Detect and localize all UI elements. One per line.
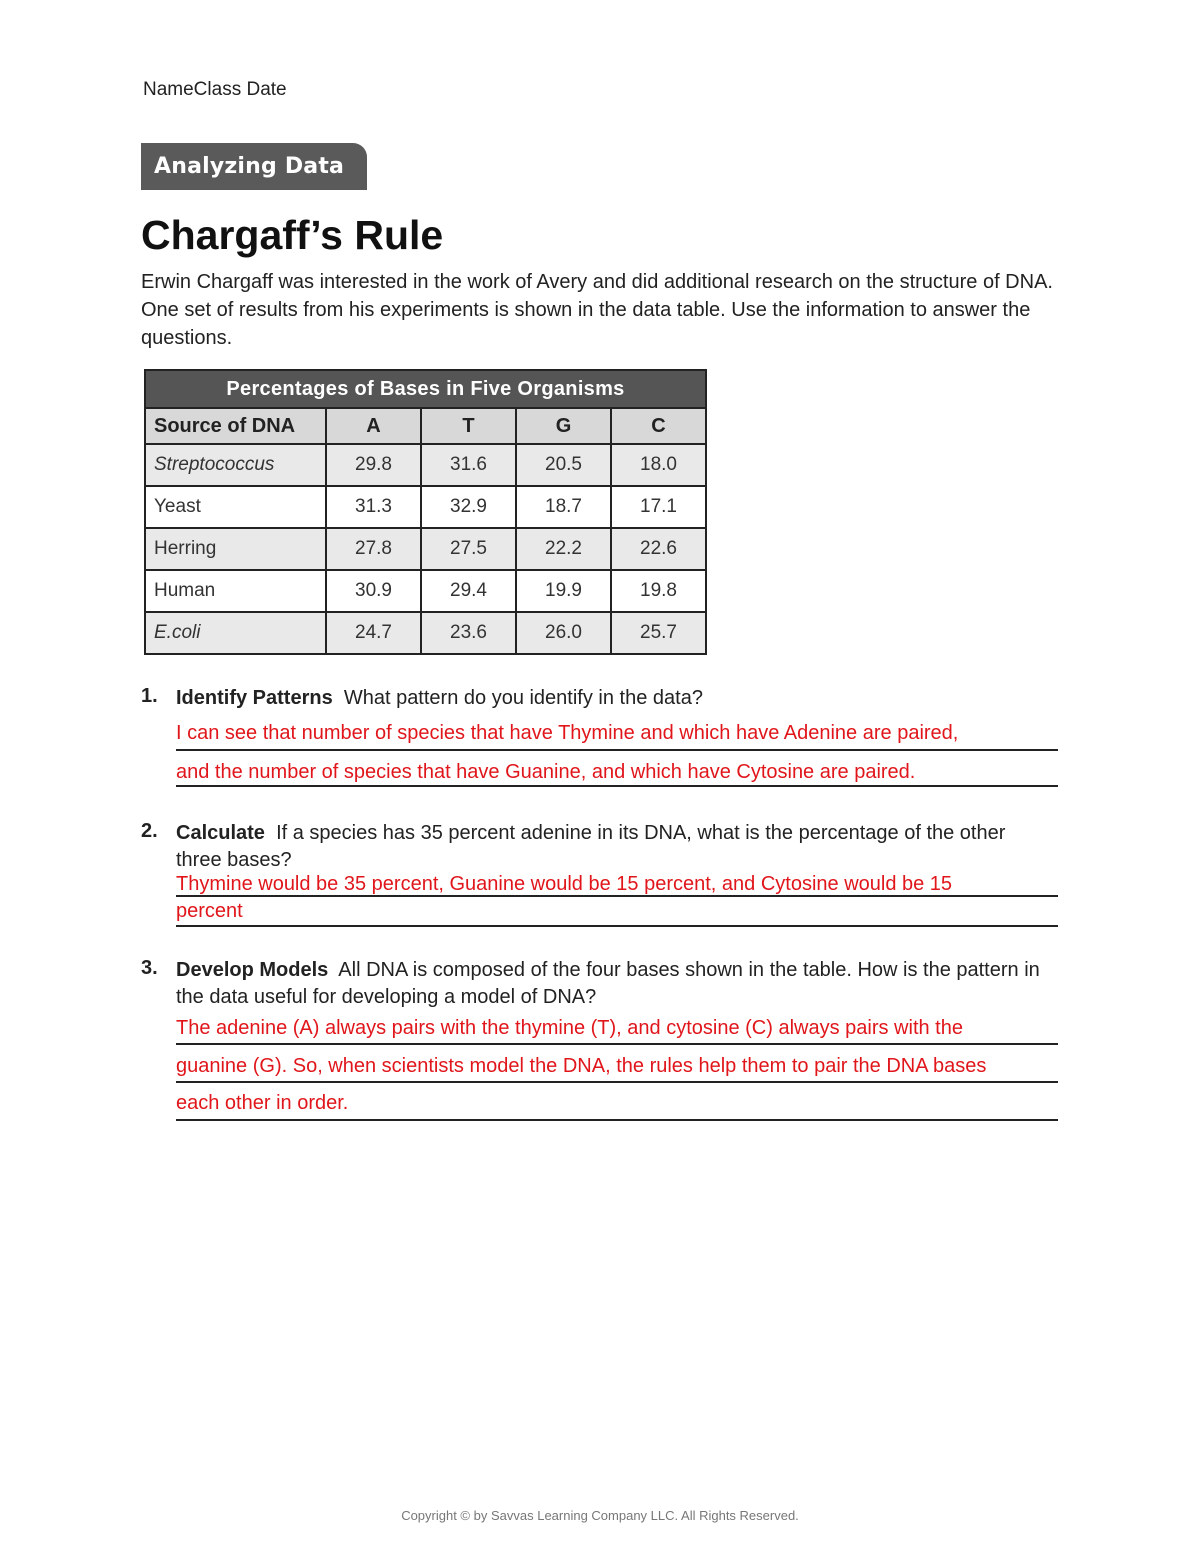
cell-source: Yeast bbox=[145, 486, 326, 528]
cell-c: 18.0 bbox=[611, 444, 706, 486]
question-body bbox=[176, 820, 1046, 874]
cell-t: 23.6 bbox=[421, 612, 516, 654]
answer-text: guanine (G). So, when scientists model the DNA, the rules help them to pair the DNA bases bbox=[176, 1055, 987, 1077]
cell-a: 31.3 bbox=[326, 486, 421, 528]
page-title: Chargaff’s Rule bbox=[141, 212, 444, 258]
cell-source: Human bbox=[145, 570, 326, 612]
table-row bbox=[145, 528, 706, 570]
cell-t: 29.4 bbox=[421, 570, 516, 612]
table-row bbox=[145, 486, 706, 528]
question-body bbox=[176, 685, 1046, 712]
question-number: 2. bbox=[141, 820, 158, 842]
question-text: If a species has 35 percent adenine in its DNA, what is the percentage of the other three bases? bbox=[176, 822, 1006, 871]
name-class-date-header: NameClass Date bbox=[143, 79, 287, 100]
table-caption: Percentages of Bases in Five Organisms bbox=[145, 370, 706, 408]
answer-line[interactable] bbox=[176, 1045, 1058, 1083]
cell-source: Herring bbox=[145, 528, 326, 570]
col-header-a: A bbox=[326, 408, 421, 444]
cell-g: 20.5 bbox=[516, 444, 611, 486]
cell-c: 25.7 bbox=[611, 612, 706, 654]
cell-g: 22.2 bbox=[516, 528, 611, 570]
table-row bbox=[145, 570, 706, 612]
answer-text: I can see that number of species that have Thymine and which have Adenine are paired, bbox=[176, 722, 959, 744]
answer-text: The adenine (A) always pairs with the thymine (T), and cytosine (C) always pairs with the bbox=[176, 1017, 963, 1039]
table-row bbox=[145, 444, 706, 486]
answer-1[interactable] bbox=[176, 722, 1058, 787]
answer-text: Thymine would be 35 percent, Guanine would be 15 percent, and Cytosine would be 15 bbox=[176, 873, 953, 895]
bases-table bbox=[144, 369, 707, 655]
table-row bbox=[145, 612, 706, 654]
cell-a: 27.8 bbox=[326, 528, 421, 570]
question-text: All DNA is composed of the four bases shown in the table. How is the pattern in the data useful for developing a model of DNA? bbox=[176, 959, 1040, 1008]
analyzing-data-banner bbox=[141, 143, 367, 190]
answer-line[interactable] bbox=[176, 1017, 1058, 1045]
cell-a: 29.8 bbox=[326, 444, 421, 486]
banner-label: Analyzing Data bbox=[154, 154, 345, 179]
answer-line[interactable] bbox=[176, 873, 1058, 897]
cell-c: 22.6 bbox=[611, 528, 706, 570]
answer-text: percent bbox=[176, 900, 243, 922]
question-label: Develop Models bbox=[176, 959, 329, 981]
cell-t: 32.9 bbox=[421, 486, 516, 528]
cell-g: 18.7 bbox=[516, 486, 611, 528]
answer-text: each other in order. bbox=[176, 1092, 349, 1114]
question-body bbox=[176, 957, 1046, 1011]
cell-c: 19.8 bbox=[611, 570, 706, 612]
cell-source: E.coli bbox=[145, 612, 326, 654]
intro-paragraph: Erwin Chargaff was interested in the work of Avery and did additional research on the structure of DNA. One set of results from his experiments is shown in the data table. Use the information to answer the questions. bbox=[141, 271, 1053, 349]
cell-source: Streptococcus bbox=[145, 444, 326, 486]
col-header-c: C bbox=[611, 408, 706, 444]
question-number: 3. bbox=[141, 957, 158, 979]
table-header-row bbox=[145, 408, 706, 444]
answer-line[interactable] bbox=[176, 1083, 1058, 1121]
col-header-t: T bbox=[421, 408, 516, 444]
question-text: What pattern do you identify in the data? bbox=[343, 687, 703, 709]
answer-text: and the number of species that have Guanine, and which have Cytosine are paired. bbox=[176, 761, 916, 783]
answer-2[interactable] bbox=[176, 873, 1058, 927]
answer-line[interactable] bbox=[176, 751, 1058, 787]
col-header-g: G bbox=[516, 408, 611, 444]
answer-line[interactable] bbox=[176, 897, 1058, 927]
answer-3[interactable] bbox=[176, 1017, 1058, 1121]
answer-line[interactable] bbox=[176, 722, 1058, 751]
col-header-source: Source of DNA bbox=[145, 408, 326, 444]
cell-c: 17.1 bbox=[611, 486, 706, 528]
cell-a: 30.9 bbox=[326, 570, 421, 612]
cell-t: 31.6 bbox=[421, 444, 516, 486]
question-label: Identify Patterns bbox=[176, 687, 333, 709]
cell-g: 19.9 bbox=[516, 570, 611, 612]
copyright-footer: Copyright © by Savvas Learning Company LLC. All Rights Reserved. bbox=[401, 1508, 799, 1523]
cell-a: 24.7 bbox=[326, 612, 421, 654]
cell-t: 27.5 bbox=[421, 528, 516, 570]
question-label: Calculate bbox=[176, 822, 265, 844]
cell-g: 26.0 bbox=[516, 612, 611, 654]
question-number: 1. bbox=[141, 685, 158, 707]
